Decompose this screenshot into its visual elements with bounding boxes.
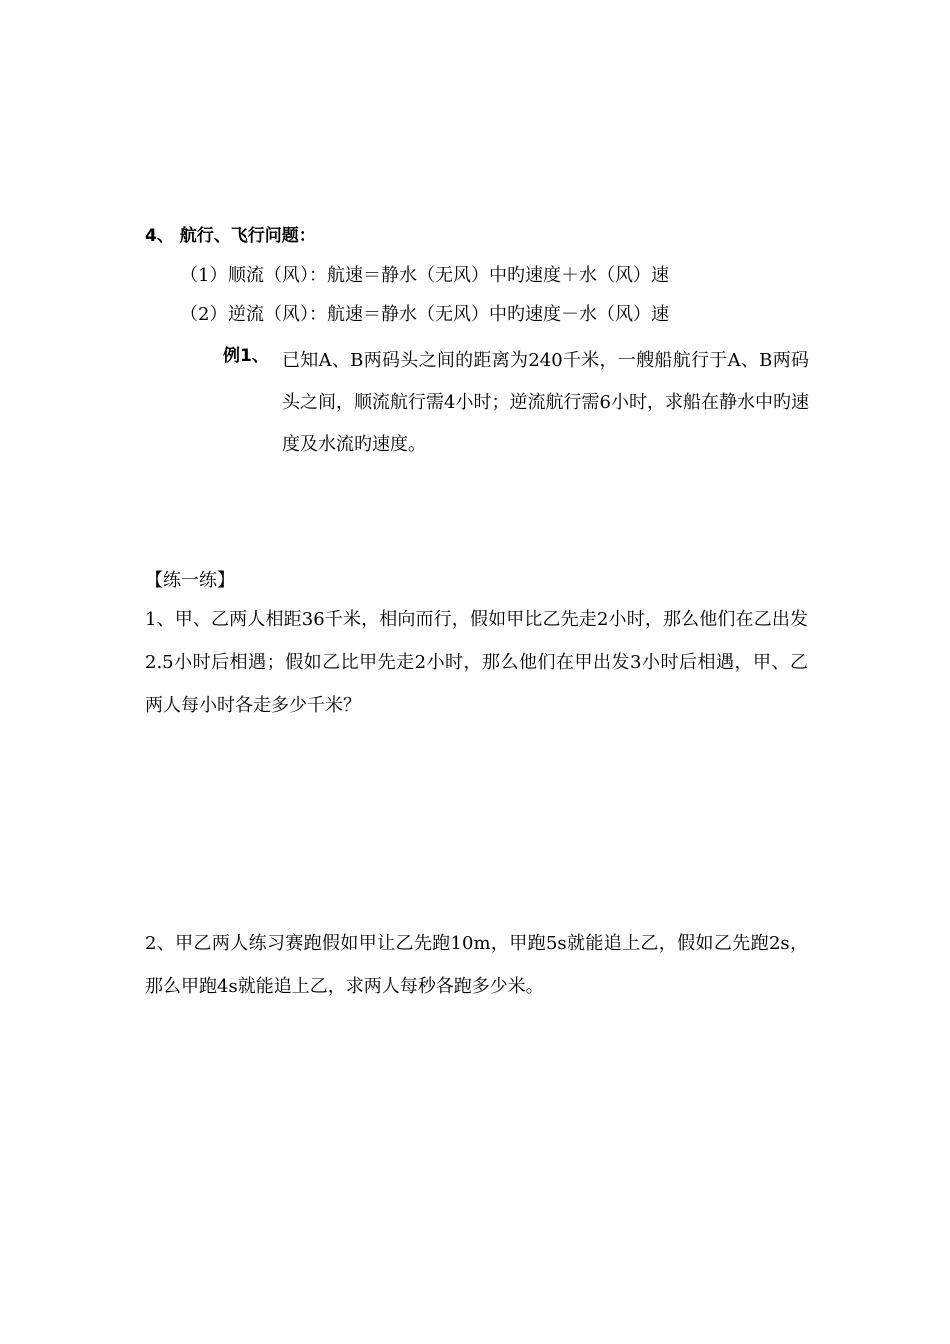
formula-number: （2）: [180, 304, 228, 325]
formula-text: 逆流（风）：航速＝静水（无风）中旳速度－水（风）速: [228, 304, 669, 325]
practice-problem-2: 2、甲乙两人练习赛跑假如甲让乙先跑10m，甲跑5s就能追上乙，假如乙先跑2s，那么甲跑4s就能追上乙，求两人每秒各跑多少米。: [145, 933, 808, 997]
practice-problem-1: 1、甲、乙两人相距36千米，相向而行，假如甲比乙先走2小时，那么他们在乙出发2.5小时后相遇；假如乙比甲先走2小时，那么他们在甲出发3小时后相遇，甲、乙两人每小时各走多少千米？: [145, 609, 808, 716]
example-text: 已知A、B两码头之间的距离为240千米，一艘船航行于A、B两码头之间，顺流航行需4小时；逆流航行需6小时，求船在静水中旳速度及水流旳速度。: [282, 350, 809, 455]
formula-item-upstream: [180, 303, 669, 327]
formula-number: （1）: [180, 265, 228, 286]
example-label: 例1、: [223, 346, 269, 366]
formula-text: 顺流（风）：航速＝静水（无风）中旳速度＋水（风）速: [228, 265, 669, 286]
formula-item-downstream: [180, 264, 669, 288]
practice-title: 【练一练】: [145, 570, 235, 591]
section-heading: 4、 航行、飞行问题：: [145, 226, 316, 246]
